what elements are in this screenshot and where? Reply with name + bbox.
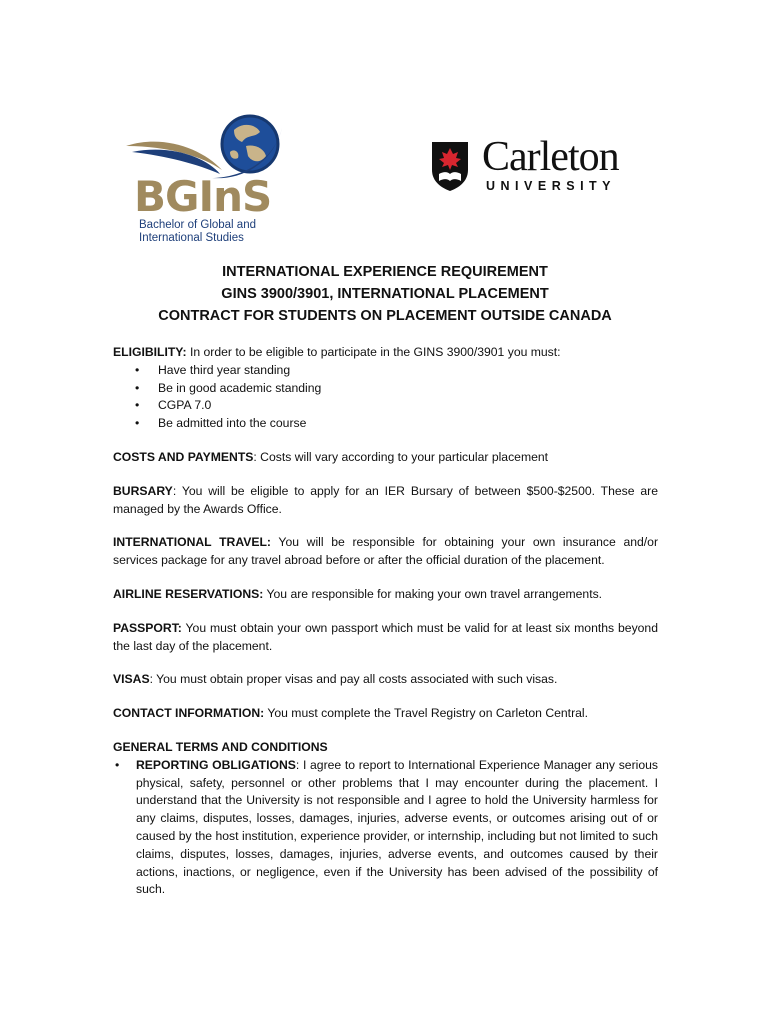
document-title	[100, 261, 670, 327]
section-text: You are responsible for making your own travel arrangements.	[263, 586, 603, 601]
visas-section	[113, 671, 658, 689]
airline-reservations-section	[113, 586, 658, 604]
eligibility-section	[113, 344, 658, 362]
list-item: • Be in good academic standing	[113, 380, 658, 398]
shield-icon	[430, 140, 470, 192]
list-item: • CGPA 7.0	[113, 397, 658, 415]
title-line: GINS 3900/3901, INTERNATIONAL PLACEMENT	[221, 286, 549, 302]
title-line: INTERNATIONAL EXPERIENCE REQUIREMENT	[222, 264, 548, 280]
section-text: : Costs will vary according to your particular placement	[253, 449, 549, 464]
term-text: : I agree to report to International Experience Manager any serious physical, safety, personnel or other problems that I may encounter during the placement. I understand that the University is not responsible and I agree to hold the University harmless for any claims, disputes, losses, damages, injuries, adverse events, or outcomes arising out of or caused by the host institution, experience provider, or internship, including but not limited to such claims, disputes, losses, damages, injuries, adverse events, and outcomes caused by their actions, inactions, or negligence, even if the University has been advised of the possibility of such.	[136, 757, 658, 897]
section-text: You must complete the Travel Registry on Carleton Central.	[264, 706, 588, 721]
bgins-wordmark: BGInS	[134, 172, 272, 221]
section-label: CONTACT INFORMATION:	[113, 706, 265, 721]
carleton-wordmark: Carleton	[482, 134, 619, 180]
international-travel-section	[113, 534, 658, 570]
list-item	[113, 757, 658, 899]
terms-list	[113, 757, 658, 899]
list-item: • Have third year standing	[113, 362, 658, 380]
section-label: VISAS	[113, 672, 150, 687]
bgins-subtitle	[139, 219, 289, 245]
terms-heading: GENERAL TERMS AND CONDITIONS	[113, 739, 328, 754]
section-label: ELIGIBILITY:	[113, 345, 187, 359]
section-text: : You will be eligible to apply for an IER Bursary of between $500-$2500. These are managed by the Awards Office.	[113, 483, 658, 516]
section-text: : You must obtain proper visas and pay all costs associated with such visas.	[149, 672, 558, 687]
bgins-logo	[122, 108, 282, 248]
section-text: You must obtain your own passport which must be valid for at least six months beyond the last day of the placement.	[113, 620, 658, 653]
bgins-subtitle-line: International Studies	[139, 232, 244, 244]
carleton-logo	[430, 134, 640, 198]
carleton-university-label: UNIVERSITY	[486, 179, 617, 193]
contact-information-section	[113, 705, 658, 723]
title-line: CONTRACT FOR STUDENTS ON PLACEMENT OUTSIDE CANADA	[158, 308, 612, 324]
passport-section	[113, 620, 658, 656]
eligibility-list	[113, 362, 658, 433]
list-item: • Be admitted into the course	[113, 415, 658, 433]
section-text: In order to be eligible to participate in the GINS 3900/3901 you must:	[186, 345, 561, 359]
costs-section	[113, 449, 658, 467]
term-label: REPORTING OBLIGATIONS	[136, 757, 296, 772]
section-label: INTERNATIONAL TRAVEL:	[113, 535, 271, 550]
section-label: BURSARY	[113, 483, 173, 498]
document-body	[113, 344, 658, 899]
bursary-section	[113, 483, 658, 519]
section-label: PASSPORT:	[113, 620, 182, 635]
section-label: AIRLINE RESERVATIONS:	[113, 586, 264, 601]
bgins-subtitle-line: Bachelor of Global and	[139, 219, 256, 231]
section-text: You will be responsible for obtaining your own insurance and/or services package for any travel abroad before or after the official duration of the placement.	[113, 535, 659, 568]
section-label: COSTS AND PAYMENTS	[113, 449, 254, 464]
